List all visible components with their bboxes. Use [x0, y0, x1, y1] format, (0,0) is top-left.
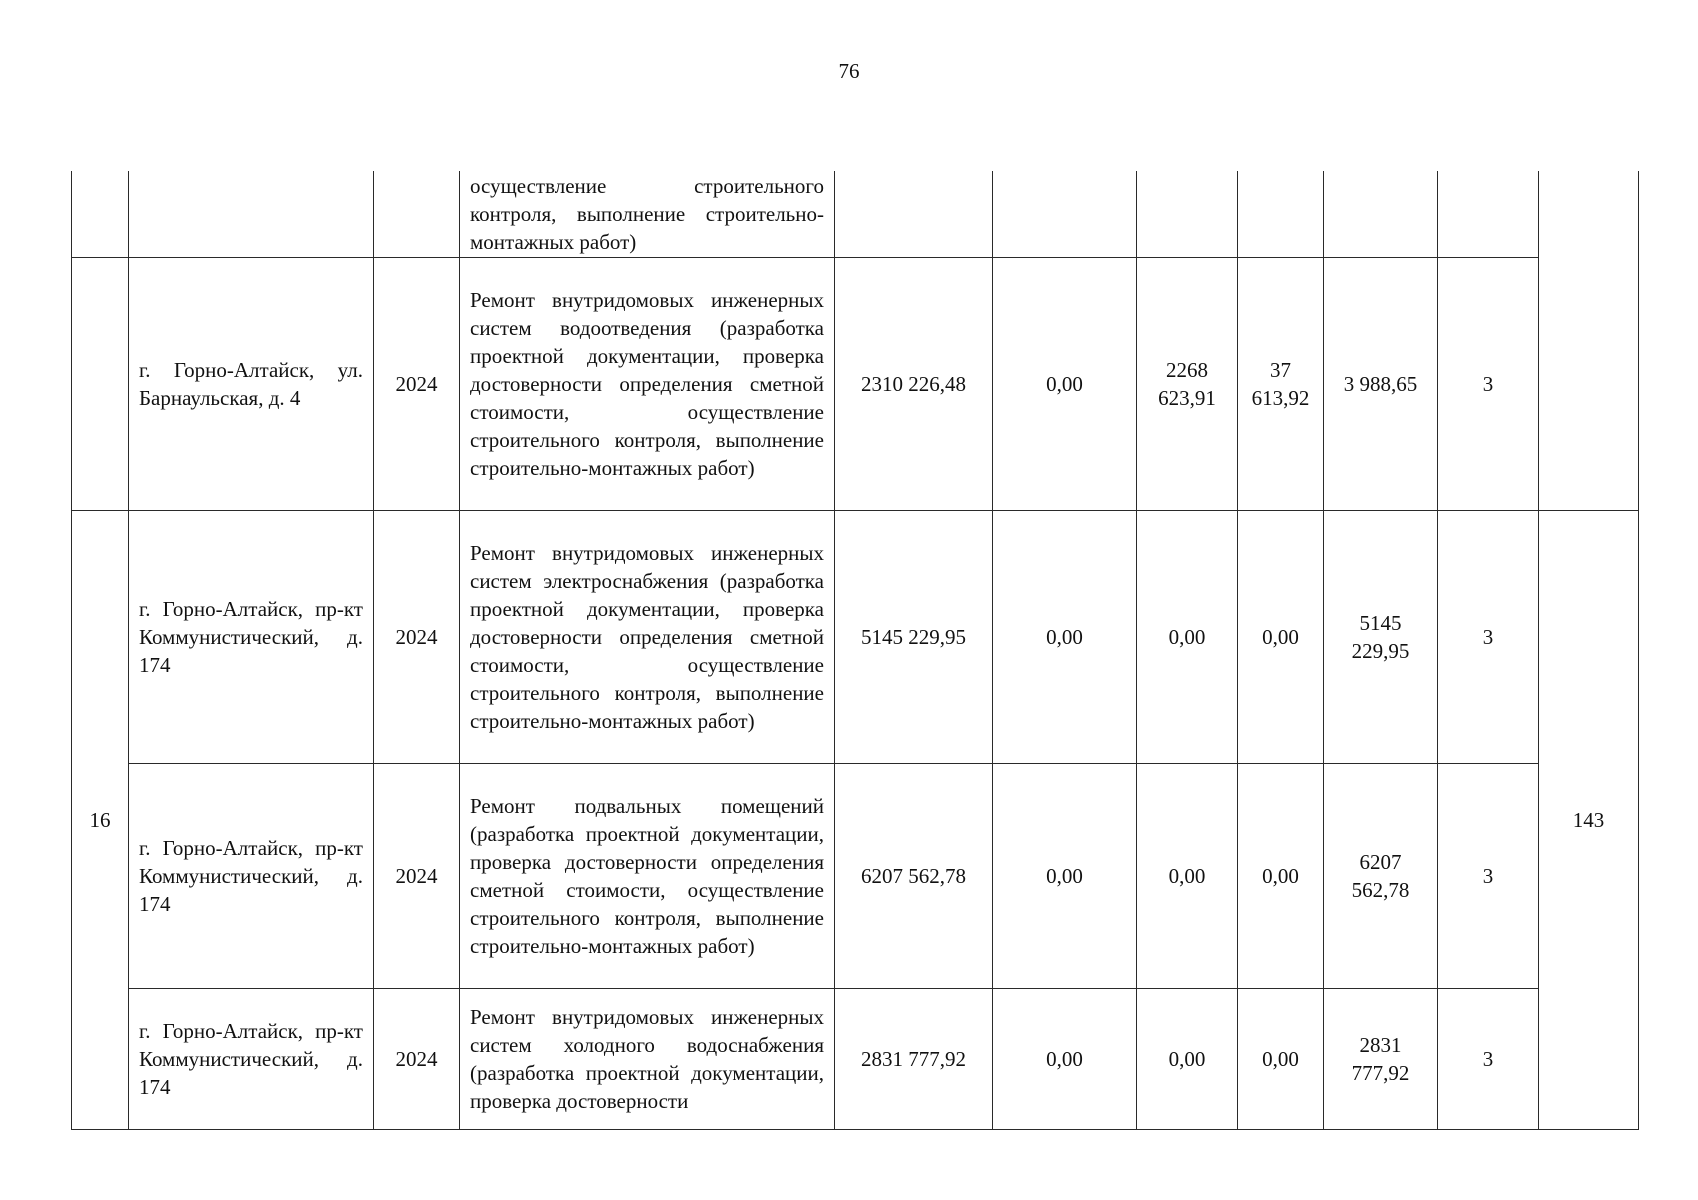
group-total-cell: 143	[1539, 510, 1639, 1129]
work-description-cell: Ремонт внутридомовых инженерных систем водоотведения (разработка проектной документации, проверка достоверности определения сметной стоимости, осуществление строительного контроля, выполнение строительно-монтажных работ)	[460, 257, 835, 510]
page-number: 76	[838, 59, 860, 83]
value-cell-c: 0,00	[1238, 763, 1324, 988]
value-cell-e: 3	[1438, 988, 1539, 1129]
value-cell-b: 0,00	[1137, 510, 1238, 763]
address-cell: г. Горно-Алтайск, пр-кт Коммунистический, д. 174	[129, 510, 374, 763]
cost-total-cell	[835, 171, 993, 257]
table-row	[72, 763, 1639, 988]
value-cell-b: 0,00	[1137, 763, 1238, 988]
row-index-cell	[72, 171, 129, 257]
group-total-cell	[1539, 171, 1639, 510]
value-cell-b: 2268 623,91	[1137, 257, 1238, 510]
address-cell: г. Горно-Алтайск, пр-кт Коммунистический, д. 174	[129, 988, 374, 1129]
work-description-cell: Ремонт внутридомовых инженерных систем электроснабжения (разработка проектной документации, проверка достоверности определения сметной стоимости, осуществление строительного контроля, выполнение строительно-монтажных работ)	[460, 510, 835, 763]
cost-total-cell: 2310 226,48	[835, 257, 993, 510]
year-cell: 2024	[374, 510, 460, 763]
year-cell: 2024	[374, 988, 460, 1129]
work-description-cell: осуществление строительного контроля, выполнение строительно-монтажных работ)	[460, 171, 835, 257]
value-cell-d: 3 988,65	[1324, 257, 1438, 510]
value-cell-a	[993, 171, 1137, 257]
row-index-cell: 16	[72, 510, 129, 1129]
address-cell: г. Горно-Алтайск, пр-кт Коммунистический, д. 174	[129, 763, 374, 988]
value-cell-e: 3	[1438, 257, 1539, 510]
value-cell-c: 0,00	[1238, 510, 1324, 763]
cost-total-cell: 2831 777,92	[835, 988, 993, 1129]
value-cell-d	[1324, 171, 1438, 257]
value-cell-a: 0,00	[993, 988, 1137, 1129]
row-index-cell	[72, 257, 129, 510]
value-cell-d: 2831 777,92	[1324, 988, 1438, 1129]
work-description-cell: Ремонт подвальных помещений (разработка проектной документации, проверка достоверности определения сметной стоимости, осуществление строительного контроля, выполнение строительно-монтажных работ)	[460, 763, 835, 988]
value-cell-e: 3	[1438, 510, 1539, 763]
value-cell-c: 37 613,92	[1238, 257, 1324, 510]
value-cell-d: 6207 562,78	[1324, 763, 1438, 988]
value-cell-e: 3	[1438, 763, 1539, 988]
repair-works-table	[71, 171, 1639, 1130]
table-row	[72, 257, 1639, 510]
work-description-cell: Ремонт внутридомовых инженерных систем холодного водоснабжения (разработка проектной документации, проверка достоверности	[460, 988, 835, 1129]
value-cell-b: 0,00	[1137, 988, 1238, 1129]
value-cell-c: 0,00	[1238, 988, 1324, 1129]
address-cell: г. Горно-Алтайск, ул. Барнаульская, д. 4	[129, 257, 374, 510]
value-cell-a: 0,00	[993, 763, 1137, 988]
year-cell: 2024	[374, 763, 460, 988]
value-cell-e	[1438, 171, 1539, 257]
value-cell-a: 0,00	[993, 257, 1137, 510]
cost-total-cell: 5145 229,95	[835, 510, 993, 763]
table-row	[72, 171, 1639, 257]
cost-total-cell: 6207 562,78	[835, 763, 993, 988]
value-cell-d: 5145 229,95	[1324, 510, 1438, 763]
value-cell-c	[1238, 171, 1324, 257]
value-cell-a: 0,00	[993, 510, 1137, 763]
address-cell	[129, 171, 374, 257]
year-cell	[374, 171, 460, 257]
table-row	[72, 988, 1639, 1129]
table-row	[72, 510, 1639, 763]
value-cell-b	[1137, 171, 1238, 257]
year-cell: 2024	[374, 257, 460, 510]
